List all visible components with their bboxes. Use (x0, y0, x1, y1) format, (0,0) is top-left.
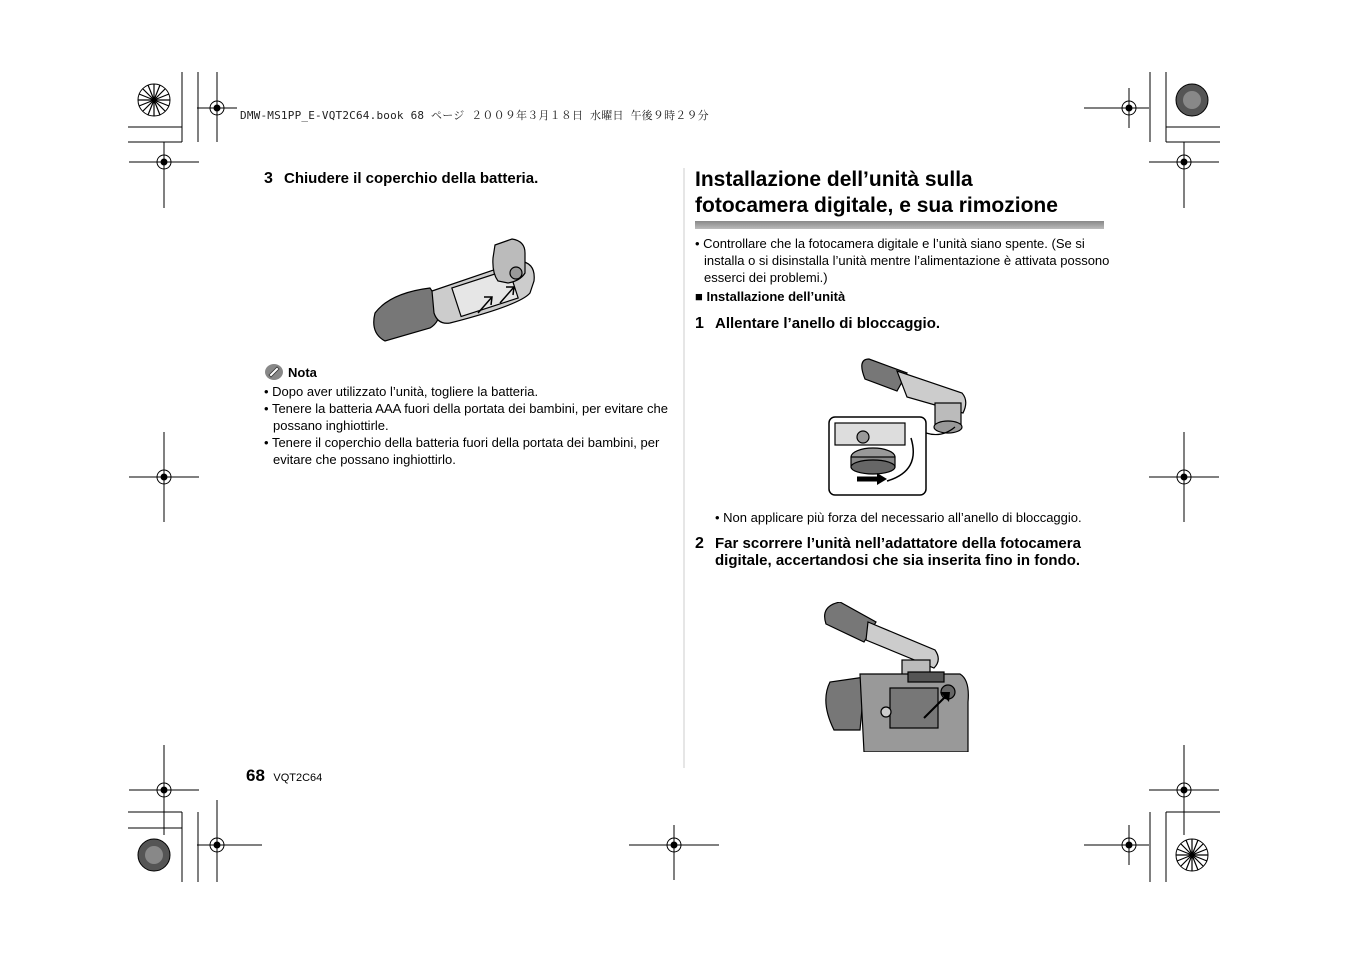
step-number: 1 (695, 315, 704, 332)
note-item: • Dopo aver utilizzato l’unità, togliere la batteria. (264, 384, 539, 399)
step-1-note: • Non applicare più forza del necessario all’anello di bloccaggio. (715, 510, 1082, 525)
step-title: Chiudere il coperchio della batteria. (284, 170, 539, 187)
heading-rule (695, 221, 1104, 229)
note-item: • Tenere la batteria AAA fuori della portata dei bambini, per evitare che possano inghiottirle. (264, 401, 668, 433)
note-block (264, 363, 674, 468)
subheading: ■ Installazione dell’unità (695, 289, 846, 304)
print-info-header: DMW-MS1PP_E-VQT2C64.book 68 ページ ２００９年３月１８日 水曜日 午後９時２９分 (240, 109, 709, 122)
step-number: 3 (264, 170, 273, 187)
step-1 (695, 315, 1104, 333)
battery-cover-illustration (370, 233, 540, 348)
locking-ring-illustration (827, 353, 972, 498)
step-3 (264, 170, 674, 188)
note-title: Nota (288, 364, 317, 380)
page-number: 68 (246, 766, 265, 785)
page-footer (246, 766, 322, 786)
pencil-note-icon (264, 363, 284, 381)
intro-bullet: • Controllare che la fotocamera digitale e l’unità siano spente. (Se si installa o si disinstalla l’unità mentre l’alimentazione è attivata possono esserci dei problemi.) (695, 236, 1110, 285)
step-title: Allentare l’anello di bloccaggio. (715, 315, 941, 332)
section-heading: Installazione dell’unità sulla fotocamera digitale, e sua rimozione (695, 168, 1058, 217)
step-2 (695, 535, 1124, 569)
step-title: Far scorrere l’unità nell’adattatore della fotocamera digitale, accertandosi che sia inserita fino in fondo. (715, 535, 1081, 569)
step-number: 2 (695, 535, 704, 552)
square-bullet-icon: ■ (695, 289, 703, 304)
camera-mount-illustration (820, 602, 972, 752)
document-code: VQT2C64 (273, 772, 323, 784)
note-item: • Tenere il coperchio della batteria fuori della portata dei bambini, per evitare che possano inghiottirlo. (264, 435, 660, 467)
